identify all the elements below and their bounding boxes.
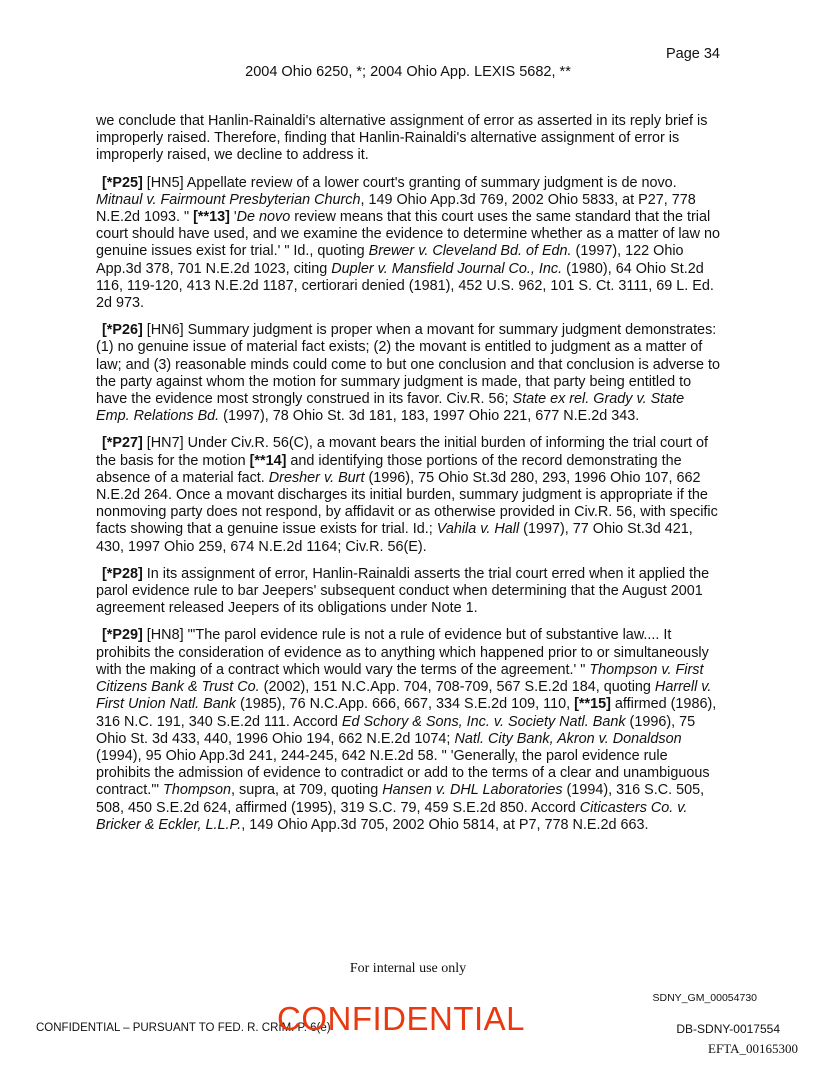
case-name: Ed Schory & Sons, Inc. v. Society Natl. Bank: [341, 713, 626, 730]
paragraph-p26: [96, 322, 720, 425]
paragraph-continued: [96, 113, 720, 165]
page-marker: [**13]: [193, 209, 230, 226]
case-name: Hansen v. DHL Laboratories: [382, 782, 563, 799]
document-body: [96, 113, 720, 844]
paragraph-text: we conclude that Hanlin-Rainaldi's alternative assignment of error as asserted in its reply brief is improperly raised. Therefore, finding that Hanlin-Rainaldi's alternative assignment of error is improperly raised, we decline to address it.: [96, 113, 708, 164]
confidential-notice: CONFIDENTIAL – PURSUANT TO FED. R. CRIM. P. 6(e): [36, 1022, 331, 1034]
case-name: State ex rel. Grady v. State Emp. Relations Bd.: [96, 391, 685, 425]
paragraph-p25: [96, 175, 720, 313]
paragraph-text: affirmed (1986), 316 N.C. 191, 340 S.E.2d 111. Accord: [96, 696, 717, 730]
case-name: Mitnaul v. Fairmount Presbyterian Church: [96, 191, 361, 208]
case-name: Dupler v. Mansfield Journal Co., Inc.: [331, 260, 563, 277]
paragraph-text: [HN5] Appellate review of a lower court's granting of summary judgment is de novo.: [142, 174, 677, 191]
paragraph-text: In its assignment of error, Hanlin-Rainaldi asserts the trial court erred when it applied the parol evidence rule to bar Jeepers' subsequent conduct when determining that the August 2001 agreement released Jeepers of its obligations under Note 1.: [96, 565, 710, 617]
paragraph-p28: [96, 566, 720, 618]
paragraph-marker: [*P27]: [102, 435, 143, 452]
paragraph-text: , 149 Ohio App.3d 705, 2002 Ohio 5814, at P7, 778 N.E.2d 663.: [241, 816, 649, 833]
paragraph-text: (1996), 75 Ohio St.3d 280, 293, 1996 Ohio 107, 662 N.E.2d 264. Once a movant discharges its initial burden, summary judgment is appropriate if the nonmoving party does not respond, by affidavit or as otherwise provided in Civ.R. 56, with specific facts showing that a genuine issue exists for trial. Id.;: [96, 469, 718, 538]
page-marker: [**15]: [574, 696, 611, 713]
paragraph-text: review means that this court uses the same standard that the trial court should have used, and we examine the evidence to determine whether as a matter of law no genuine issues exist for trial.' " Id., quoting: [96, 209, 720, 260]
db-bates-number: DB-SDNY-0017554: [676, 1022, 780, 1036]
paragraph-text: (1997), 78 Ohio St. 3d 181, 183, 1997 Ohio 221, 677 N.E.2d 343.: [219, 408, 640, 425]
paragraph-text: [HN6] Summary judgment is proper when a movant for summary judgment demonstrates: (1) no genuine issue of material fact exists; (2) the movant is entitled to judgment as a matter of law; and (3) reasonable minds could come to but one conclusion and that conclusion is adverse to the party against whom the motion for summary judgment is made, that party being entitled to have the evidence most strongly construed in its favor. Civ.R. 56;: [96, 322, 720, 408]
confidential-stamp: CONFIDENTIAL: [277, 1000, 526, 1037]
paragraph-text: (1997), 122 Ohio App.3d 378, 701 N.E.2d 1023, citing: [96, 243, 684, 277]
paragraph-text: (2002), 151 N.C.App. 704, 708-709, 567 S.E.2d 184, quoting: [259, 679, 655, 696]
paragraph-marker: [*P29]: [102, 627, 143, 644]
paragraph-marker: [*P28]: [102, 565, 143, 582]
paragraph-text: (1985), 76 N.C.App. 666, 667, 334 S.E.2d 109, 110,: [235, 696, 575, 713]
case-name: Brewer v. Cleveland Bd. of Edn.: [368, 243, 572, 260]
paragraph-text: [HN8] "'The parol evidence rule is not a rule of evidence but of substantive law.... It prohibits the consideration of evidence as to anything which happened prior to or simultaneously with the making of a contract which would vary the terms of the agreement.' ": [96, 627, 709, 678]
case-citation-header: 2004 Ohio 6250, *; 2004 Ohio App. LEXIS 5682, **: [245, 64, 571, 80]
paragraph-text: (1980), 64 Ohio St.2d 116, 119-120, 413 N.E.2d 1187, certiorari denied (1981), 452 U.S. 962, 101 S. Ct. 3111, 69 L. Ed. 2d 973.: [96, 260, 714, 312]
page-number: Page 34: [665, 46, 720, 62]
paragraph-text: , supra, at 709, quoting: [231, 782, 383, 799]
case-name: Thompson v. First Citizens Bank & Trust Co.: [96, 661, 704, 696]
paragraph-p27: [96, 435, 720, 555]
case-name: Thompson: [163, 782, 232, 799]
emphasis-term: De novo: [236, 209, 291, 226]
paragraph-text: (1994), 316 S.C. 505, 508, 450 S.E.2d 624, affirmed (1995), 319 S.C. 79, 459 S.E.2d 850. Accord: [96, 782, 705, 816]
paragraph-text: and identifying those portions of the record demonstrating the absence of a material fact.: [96, 452, 682, 486]
paragraph-text: , 149 Ohio App.3d 769, 2002 Ohio 5833, at P27, 778 N.E.2d 1093. ": [96, 191, 696, 226]
paragraph-marker: [*P26]: [102, 322, 143, 339]
case-name: Citicasters Co. v. Bricker & Eckler, L.L.P.: [96, 799, 688, 833]
paragraph-marker: [*P25]: [102, 174, 143, 191]
case-name: Natl. City Bank, Akron v. Donaldson: [454, 730, 682, 747]
internal-use-notice: For internal use only: [349, 961, 467, 976]
paragraph-text: (1997), 77 Ohio St.3d 421, 430, 1997 Ohio 259, 674 N.E.2d 1164; Civ.R. 56(E).: [96, 521, 693, 555]
case-name: Vahila v. Hall: [436, 521, 520, 538]
efta-number: EFTA_00165300: [708, 1041, 798, 1056]
bates-number: SDNY_GM_00054730: [652, 992, 757, 1004]
case-name: Dresher v. Burt: [268, 469, 365, 486]
page-marker: [**14]: [249, 452, 287, 469]
paragraph-p29: [96, 627, 720, 833]
paragraph-text: (1994), 95 Ohio App.3d 241, 244-245, 642 N.E.2d 58. " 'Generally, the parol evidence rule prohibits the admission of evidence to contradict or add to the terms of a clear and unambiguous contract.'": [96, 747, 710, 799]
paragraph-text: [HN7] Under Civ.R. 56(C), a movant bears the initial burden of informing the trial court of the basis for the motion: [96, 435, 709, 469]
paragraph-text: (1996), 75 Ohio St. 3d 433, 440, 1996 Ohio 194, 662 N.E.2d 1074;: [96, 713, 696, 747]
paragraph-text: ': [229, 209, 237, 226]
case-name: Harrell v. First Union Natl. Bank: [96, 679, 712, 713]
